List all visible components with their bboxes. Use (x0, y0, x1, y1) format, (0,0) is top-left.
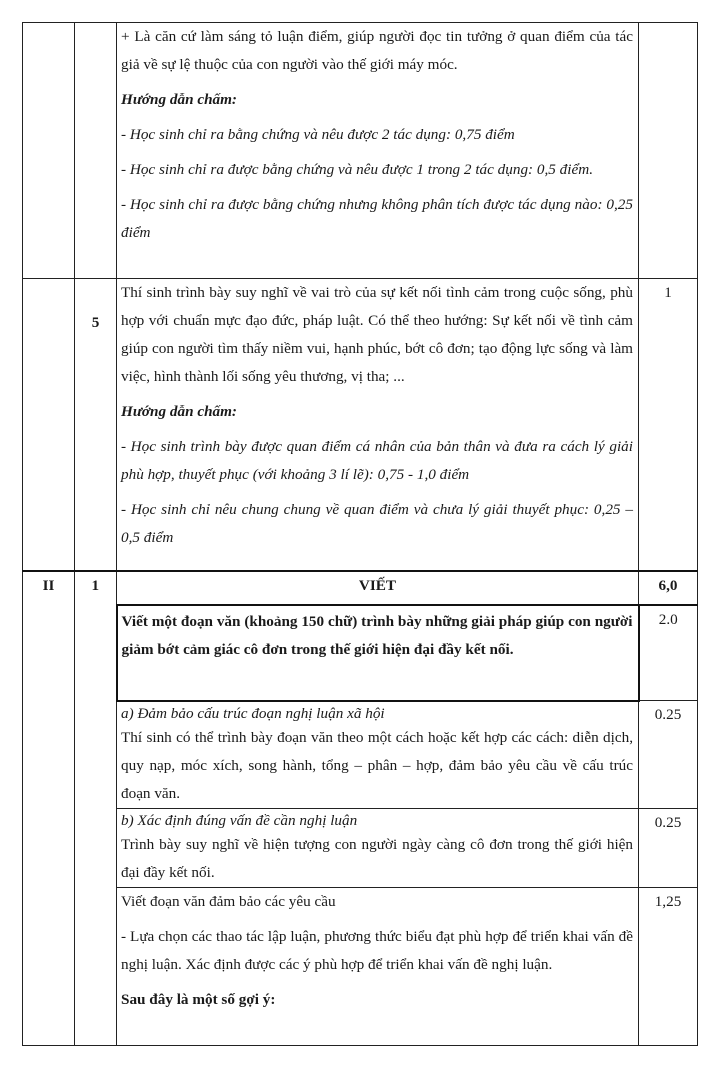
question-number: 5 (91, 314, 100, 331)
section-header-row (23, 571, 698, 605)
question-cell (75, 23, 117, 279)
task-cell (117, 605, 639, 701)
criteria-cell (117, 808, 639, 887)
guide-item: - Học sinh chỉ ra được bằng chứng và nêu được 1 trong 2 tác dụng: 0,5 điểm. (121, 161, 593, 178)
score-cell: 1 (639, 279, 698, 571)
part-cell (23, 279, 75, 571)
criteria-heading: b) Xác định đúng vấn đề cần nghị luận (121, 811, 358, 829)
score-cell: 1,25 (639, 887, 698, 1045)
part-label: II (23, 571, 75, 1046)
criteria-text: - Lựa chọn các thao tác lập luận, phương thức biểu đạt phù hợp để triển khai vấn đề nghị luận. Xác định được các ý phù hợp để triển khai vấn đề nghị luận. (121, 927, 633, 973)
criteria-text: Trình bày suy nghĩ về hiện tượng con người ngày càng cô đơn trong thế giới hiện đại đầy kết nối. (121, 835, 633, 881)
answer-cell (117, 23, 639, 279)
guide-item: - Học sinh chỉ ra bằng chứng và nêu được 2 tác dụng: 0,75 điểm (121, 126, 515, 143)
criteria-heading: a) Đảm bảo cấu trúc đoạn nghị luận xã hội (121, 704, 385, 722)
guide-item: - Học sinh chỉ nêu chung chung về quan điểm và chưa lý giải thuyết phục: 0,25 – 0,5 điểm (121, 501, 633, 546)
criteria-cell (117, 887, 639, 1045)
guide-item: - Học sinh chỉ ra được bằng chứng nhưng không phân tích được tác dụng nào: 0,25 điểm (121, 196, 633, 241)
score-cell (639, 23, 698, 279)
guide-title: Hướng dẫn chấm: (121, 403, 237, 420)
table-row (23, 279, 698, 571)
score-cell: 0.25 (639, 701, 698, 809)
task-text: Viết một đoạn văn (khoảng 150 chữ) trình bày những giải pháp giúp con người giảm bớt cảm giác cô đơn trong thế giới hiện đại đầy kết nối. (121, 612, 633, 658)
question-cell (75, 279, 117, 571)
criteria-text: Thí sinh có thể trình bày đoạn văn theo một cách hoặc kết hợp các cách: diễn dịch, quy nạp, móc xích, song hành, tổng – phân – hợp, đảm bảo yêu cầu về cấu trúc đoạn văn. (121, 728, 633, 802)
suggestion-title: Sau đây là một số gợi ý: (121, 990, 276, 1008)
table-row (23, 701, 698, 809)
guide-item: - Học sinh trình bày được quan điểm cá nhân của bản thân và đưa ra cách lý giải phù hợp, thuyết phục (với khoảng 3 lí lẽ): 0,75 - 1,0 điểm (121, 438, 633, 483)
question-number: 1 (75, 571, 117, 1046)
score-cell: 2.0 (639, 605, 698, 701)
criteria-heading: Viết đoạn văn đảm bảo các yêu cầu (121, 892, 336, 910)
answer-text: Thí sinh trình bày suy nghĩ về vai trò của sự kết nối tình cảm trong cuộc sống, phù hợp với chuẩn mực đạo đức, pháp luật. Có thể theo hướng: Sự kết nối về tình cảm giúp con người tìm thấy niềm vui, hạnh phúc, bớt cô đơn; tạo động lực sống và làm việc, hình thành lối sống yêu thương, vị tha; ... (121, 284, 633, 385)
score-cell: 0.25 (639, 808, 698, 887)
table-row (23, 808, 698, 887)
criteria-cell (117, 701, 639, 809)
part-cell (23, 23, 75, 279)
table-row (23, 23, 698, 279)
table-row (23, 605, 698, 701)
answer-text: + Là căn cứ làm sáng tỏ luận điểm, giúp người đọc tin tưởng ở quan điểm của tác giả về sự lệ thuộc của con người vào thế giới máy móc. (121, 28, 633, 73)
guide-title: Hướng dẫn chấm: (121, 91, 237, 108)
scoring-table (22, 22, 698, 1046)
section-title: VIẾT (117, 571, 639, 605)
section-score: 6,0 (639, 571, 698, 605)
answer-cell (117, 279, 639, 571)
table-row (23, 887, 698, 1045)
